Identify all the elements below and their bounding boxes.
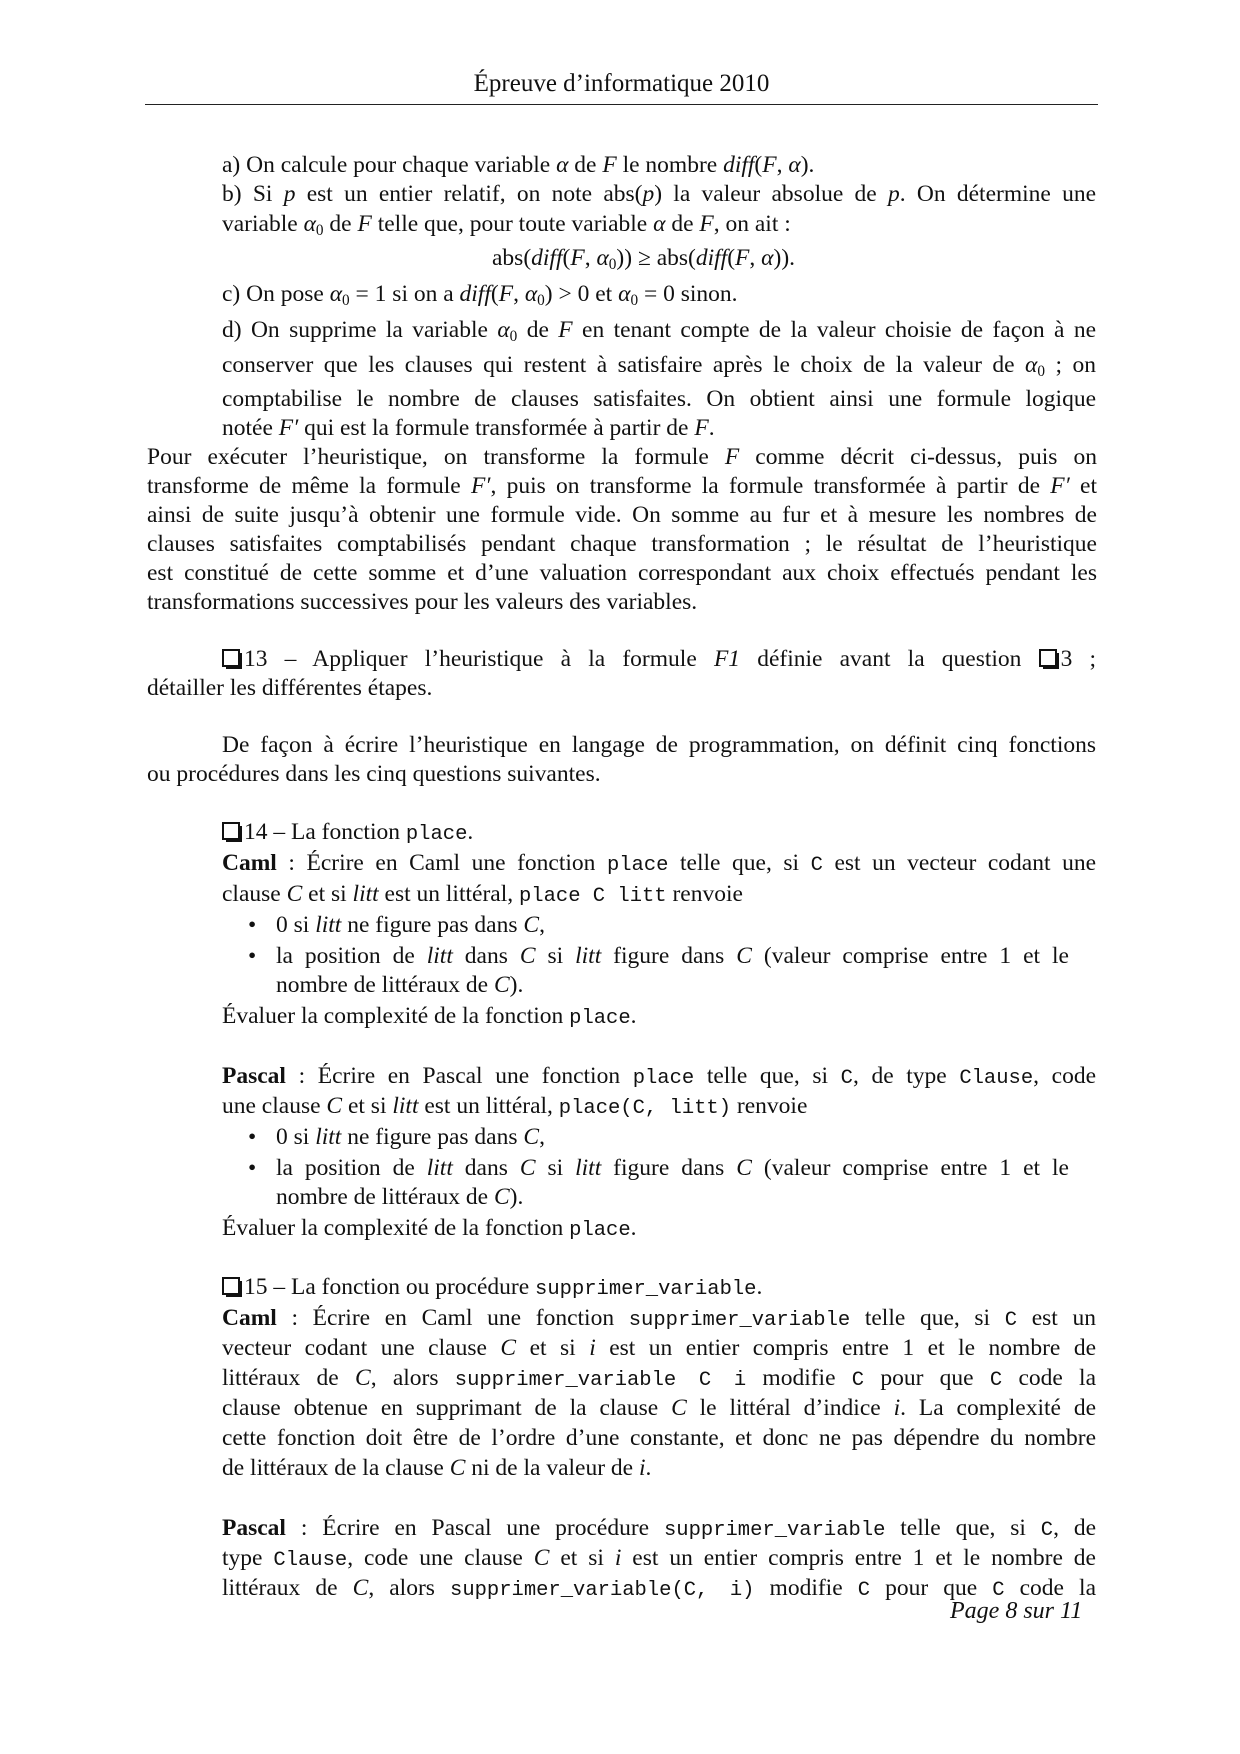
- page-header: Épreuve d’informatique 2010: [473, 70, 770, 97]
- paragraph-line: ainsi de suite jusqu’à obtenir une formule vide. On somme au fur et à mesure les nombres de: [147, 502, 1097, 528]
- step-b-line-1: b) Si p est un entier relatif, on note abs(p) la valeur absolue de p. On détermine une: [222, 181, 1097, 207]
- pascal-line: type Clause, code une clause C et si i est un entier compris entre 1 et le nombre de: [222, 1545, 1096, 1572]
- checkbox-icon: [222, 649, 240, 667]
- paragraph-line: Pour exécuter l’heuristique, on transforme la formule F comme décrit ci-dessus, puis on: [147, 444, 1097, 470]
- pascal-line: littéraux de C, alors supprimer_variable(C, i) modifie C pour que C code la: [222, 1575, 1097, 1602]
- step-d-line-2: conserver que les clauses qui restent à satisfaire après le choix de la valeur de $\alpha_0$ ; on: [222, 352, 1097, 380]
- step-b-line-2: variable $\alpha_0$ de F telle que, pour toute variable α de F, on ait :: [222, 211, 791, 239]
- checkbox-icon: [222, 822, 240, 840]
- paragraph-line: transforme de même la formule F′, puis on transforme la formule transformée à partir de F′ et: [147, 473, 1097, 499]
- question-14: 14 – La fonction place.: [222, 817, 473, 850]
- equation: abs(diff(F, $\alpha_0$)) ≥ abs(diff(F, α)).: [492, 245, 796, 273]
- caml-line: Caml : Écrire en Caml une fonction place telle que, si C est un vecteur codant une: [222, 850, 1096, 877]
- caml-line: de littéraux de la clause C ni de la valeur de i.: [222, 1455, 652, 1481]
- bullet-item: • 0 si litt ne figure pas dans C,: [248, 912, 545, 938]
- checkbox-icon: [1039, 649, 1057, 667]
- bullet-item: • la position de litt dans C si litt figure dans C (valeur comprise entre 1 et le: [248, 1155, 1069, 1181]
- question-13-cont: détailler les différentes étapes.: [147, 675, 433, 701]
- bullet-item: • 0 si litt ne figure pas dans C,: [248, 1124, 545, 1150]
- question-15: 15 – La fonction ou procédure supprimer_variable.: [222, 1272, 762, 1305]
- caml-line: littéraux de C, alors supprimer_variable C i modifie C pour que C code la: [222, 1365, 1097, 1392]
- eval-line: Évaluer la complexité de la fonction place.: [222, 1003, 637, 1030]
- paragraph-line: transformations successives pour les valeurs des variables.: [147, 589, 698, 615]
- header-rule: [145, 104, 1098, 105]
- caml-line: vecteur codant une clause C et si i est un entier compris entre 1 et le nombre de: [222, 1335, 1096, 1361]
- pascal-line: Pascal : Écrire en Pascal une procédure supprimer_variable telle que, si C, de: [222, 1515, 1097, 1542]
- checkbox-icon: [222, 1277, 240, 1295]
- step-c: c) On pose $\alpha_0 = 1$ si on a diff(F, $\alpha_0) > 0$ et $\alpha_0 = 0$ sinon.: [222, 281, 738, 309]
- question-13: 13 – Appliquer l’heuristique à la formule F1 définie avant la question 3 ;: [222, 644, 1096, 674]
- page-number: Page 8 sur 11: [950, 1598, 1083, 1624]
- bullet-item: nombre de littéraux de C).: [276, 1184, 524, 1210]
- step-a: a) On calcule pour chaque variable α de F le nombre diff(F, α).: [222, 152, 815, 178]
- paragraph-line: clauses satisfaites comptabilisés pendant chaque transformation ; le résultat de l’heuristique: [147, 531, 1097, 557]
- paragraph-line: est constitué de cette somme et d’une valuation correspondant aux choix effectués pendant les: [147, 560, 1097, 586]
- intro-line: De façon à écrire l’heuristique en langage de programmation, on définit cinq fonctions: [222, 732, 1096, 758]
- step-d-line-4: notée F′ qui est la formule transformée à partir de F.: [222, 415, 715, 441]
- step-d-line-3: comptabilise le nombre de clauses satisfaites. On obtient ainsi une formule logique: [222, 386, 1096, 412]
- pascal-line: une clause C et si litt est un littéral, place(C, litt) renvoie: [222, 1093, 808, 1120]
- eval-line: Évaluer la complexité de la fonction place.: [222, 1215, 637, 1242]
- bullet-item: nombre de littéraux de C).: [276, 972, 524, 998]
- caml-line: clause C et si litt est un littéral, place C litt renvoie: [222, 881, 743, 908]
- pascal-line: Pascal : Écrire en Pascal une fonction place telle que, si C, de type Clause, code: [222, 1063, 1096, 1090]
- caml-line: Caml : Écrire en Caml une fonction supprimer_variable telle que, si C est un: [222, 1305, 1096, 1332]
- caml-line: cette fonction doit être de l’ordre d’une constante, et donc ne pas dépendre du nombre: [222, 1425, 1096, 1451]
- bullet-item: • la position de litt dans C si litt figure dans C (valeur comprise entre 1 et le: [248, 943, 1069, 969]
- step-d-line-1: d) On supprime la variable $\alpha_0$ de F en tenant compte de la valeur choisie de façon à ne: [222, 317, 1097, 345]
- intro-line: ou procédures dans les cinq questions suivantes.: [147, 761, 601, 787]
- caml-line: clause obtenue en supprimant de la clause C le littéral d’indice i. La complexité de: [222, 1395, 1097, 1421]
